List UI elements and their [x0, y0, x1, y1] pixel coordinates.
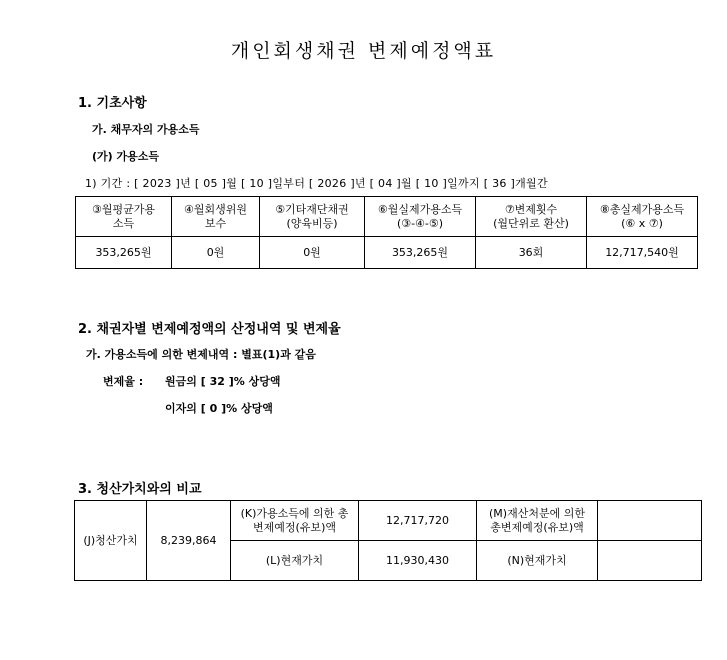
value-monthly-avg-income: 353,265원 — [76, 237, 172, 269]
period-start-month: 05 — [203, 177, 218, 190]
section3-heading: 3. 청산가치와의 비교 — [78, 482, 202, 497]
period-m2: ]월 [ — [396, 177, 421, 190]
page-title: 개인회생채권 변제예정액표 — [230, 40, 497, 62]
period-d2: ]일까지 [ — [442, 177, 489, 190]
period-line — [85, 175, 548, 191]
m-value — [598, 501, 702, 541]
period-d1: ]일부터 [ — [267, 177, 314, 190]
period-suffix: ]개월간 — [510, 177, 548, 190]
period-end-month: 04 — [378, 177, 393, 190]
header-total-net-income: ⑧총실제가용소득 (⑥ x ⑦) — [587, 197, 698, 237]
value-other-claims: 0원 — [260, 237, 365, 269]
liquidation-row-1 — [75, 501, 702, 541]
header-payment-count: ⑦변제횟수 (월단위로 환산) — [476, 197, 587, 237]
n-label: (N)현재가치 — [477, 541, 598, 581]
header-trustee-fee: ④월회생위원 보수 — [172, 197, 260, 237]
period-start-day: 10 — [249, 177, 264, 190]
period-y1: ]년 [ — [175, 177, 200, 190]
m-label: (M)재산처분에 의한 총변제예정(유보)액 — [477, 501, 598, 541]
rate-label: 변제율 : — [103, 375, 144, 388]
income-table-value-row — [76, 237, 698, 269]
value-payment-count: 36회 — [476, 237, 587, 269]
income-table-header-row — [76, 197, 698, 237]
j-label: (J)청산가치 — [75, 501, 147, 581]
principal-rate: 32 — [209, 375, 225, 388]
period-months: 36 — [492, 177, 507, 190]
header-monthly-net-income: ⑥월실제가용소득 (③-④-⑤) — [365, 197, 476, 237]
section2-heading: 2. 채권자별 변제예정액의 산정내역 및 변제율 — [78, 322, 341, 337]
value-total-net-income: 12,717,540원 — [587, 237, 698, 269]
period-prefix: 1) 기간 : [ — [85, 177, 139, 190]
l-label: (L)현재가치 — [231, 541, 359, 581]
section1-sub-ga: 가. 채무자의 가용소득 — [92, 123, 200, 136]
principal-rate-line: 원금의 [ 32 ]% 상당액 — [165, 375, 281, 388]
period-end-day: 10 — [424, 177, 439, 190]
l-value: 11,930,430 — [359, 541, 477, 581]
value-monthly-net-income: 353,265원 — [365, 237, 476, 269]
section1-sub-ga1: (가) 가용소득 — [92, 150, 160, 163]
n-value — [598, 541, 702, 581]
income-table — [75, 196, 698, 269]
interest-rate-line: 이자의 [ 0 ]% 상당액 — [165, 402, 273, 415]
k-value: 12,717,720 — [359, 501, 477, 541]
period-end-year: 2026 — [317, 177, 347, 190]
value-trustee-fee: 0원 — [172, 237, 260, 269]
k-label: (K)가용소득에 의한 총 변제예정(유보)액 — [231, 501, 359, 541]
section1-heading: 1. 기초사항 — [78, 96, 147, 111]
interest-rate: 0 — [209, 402, 218, 415]
header-monthly-avg-income: ③월평균가용 소득 — [76, 197, 172, 237]
period-m1: ]월 [ — [221, 177, 246, 190]
liquidation-table — [74, 500, 702, 581]
section2-sub-ga: 가. 가용소득에 의한 변제내역 : 별표(1)과 같음 — [86, 348, 316, 361]
header-other-claims: ⑤기타재단채권 (양육비등) — [260, 197, 365, 237]
j-value: 8,239,864 — [147, 501, 231, 581]
period-y2: ]년 [ — [350, 177, 375, 190]
period-start-year: 2023 — [142, 177, 172, 190]
